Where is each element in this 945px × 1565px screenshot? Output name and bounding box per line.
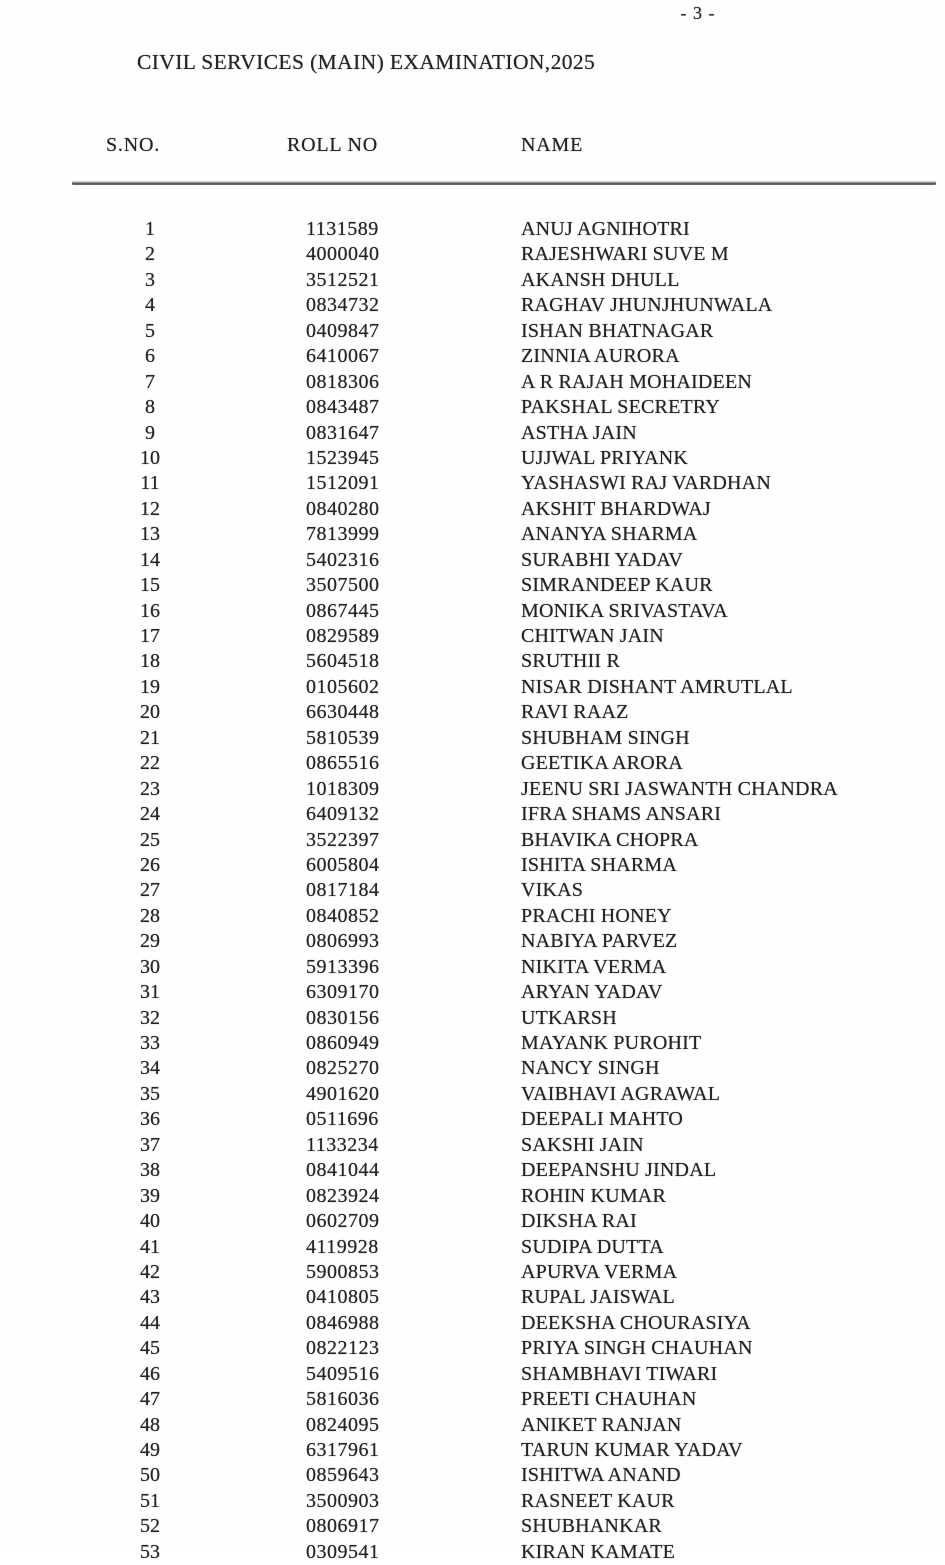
row-roll: 5816036: [306, 1388, 380, 1411]
row-roll: 4000040: [306, 243, 380, 266]
row-sno: 6: [145, 345, 155, 368]
table-row: [0, 242, 945, 267]
row-roll: 6630448: [306, 701, 380, 724]
row-name: SHAMBHAVI TIWARI: [521, 1362, 718, 1385]
row-name: NABIYA PARVEZ: [521, 930, 678, 953]
row-roll: 0409847: [306, 319, 380, 342]
row-sno: 44: [140, 1311, 160, 1334]
row-roll: 0865516: [306, 752, 380, 775]
row-sno: 8: [145, 396, 155, 419]
row-roll: 5402316: [306, 548, 380, 571]
row-roll: 6005804: [306, 853, 380, 876]
row-sno: 50: [140, 1464, 160, 1487]
table-row: [0, 955, 945, 980]
row-sno: 48: [140, 1413, 160, 1436]
row-roll: 1523945: [306, 446, 380, 469]
row-roll: 0410805: [306, 1286, 380, 1309]
row-name: SAKSHI JAIN: [521, 1133, 644, 1156]
row-sno: 28: [140, 904, 160, 927]
row-roll: 3500903: [306, 1489, 380, 1512]
row-sno: 31: [140, 981, 160, 1004]
table-row: [0, 522, 945, 547]
table-row: [0, 1031, 945, 1056]
table-row: [0, 1489, 945, 1514]
row-name: PRACHI HONEY: [521, 904, 672, 927]
row-sno: 38: [140, 1159, 160, 1182]
table-row: [0, 1184, 945, 1209]
table-row: [0, 599, 945, 624]
row-roll: 0823924: [306, 1184, 380, 1207]
row-sno: 46: [140, 1362, 160, 1385]
table-row: [0, 1413, 945, 1438]
row-sno: 3: [145, 268, 155, 291]
column-header-roll: ROLL NO: [287, 134, 378, 156]
table-row: [0, 1362, 945, 1387]
row-roll: 5604518: [306, 650, 380, 673]
table-row: [0, 319, 945, 344]
row-sno: 45: [140, 1337, 160, 1360]
row-roll: 0840280: [306, 497, 380, 520]
row-name: SIMRANDEEP KAUR: [521, 574, 713, 597]
row-name: A R RAJAH MOHAIDEEN: [521, 370, 753, 393]
row-sno: 22: [140, 752, 160, 775]
row-name: MONIKA SRIVASTAVA: [521, 599, 728, 622]
row-name: SRUTHII R: [521, 650, 621, 673]
row-name: UJJWAL PRIYANK: [521, 446, 689, 469]
table-row: [0, 1056, 945, 1081]
row-sno: 23: [140, 777, 160, 800]
row-sno: 16: [140, 599, 160, 622]
row-sno: 34: [140, 1057, 160, 1080]
document-title: CIVIL SERVICES (MAIN) EXAMINATION,2025: [137, 50, 596, 74]
row-sno: 17: [140, 625, 160, 647]
row-name: BHAVIKA CHOPRA: [521, 828, 699, 851]
row-name: RAGHAV JHUNJHUNWALA: [521, 294, 773, 317]
table-row: [0, 370, 945, 395]
row-name: ANIKET RANJAN: [521, 1413, 682, 1436]
row-sno: 26: [140, 853, 160, 876]
row-roll: 1018309: [306, 777, 380, 800]
column-header-name: NAME: [521, 134, 584, 156]
row-roll: 6309170: [306, 981, 380, 1004]
row-name: SURABHI YADAV: [521, 548, 684, 571]
row-roll: 0860949: [306, 1032, 380, 1054]
table-row: [0, 217, 945, 242]
row-name: JEENU SRI JASWANTH CHANDRA: [521, 777, 838, 800]
row-roll: 3507500: [306, 574, 380, 597]
row-roll: 0806917: [306, 1515, 380, 1538]
table-row: [0, 1311, 945, 1336]
row-name: DEEPANSHU JINDAL: [521, 1159, 717, 1182]
table-row: [0, 344, 945, 369]
table-row: [0, 777, 945, 802]
row-roll: 0834732: [306, 294, 380, 317]
row-roll: 0822123: [306, 1337, 380, 1360]
table-row: [0, 395, 945, 420]
row-sno: 49: [140, 1439, 160, 1461]
row-sno: 33: [140, 1032, 160, 1054]
table-row: [0, 1133, 945, 1158]
row-name: ARYAN YADAV: [521, 981, 663, 1004]
table-row: [0, 1463, 945, 1488]
row-sno: 14: [140, 548, 160, 571]
row-name: VAIBHAVI AGRAWAL: [521, 1082, 721, 1105]
row-name: DEEPALI MAHTO: [521, 1108, 684, 1131]
table-row: [0, 293, 945, 318]
table-row: [0, 700, 945, 725]
row-name: ROHIN KUMAR: [521, 1184, 666, 1207]
table-row: [0, 1082, 945, 1107]
row-name: VIKAS: [521, 879, 584, 902]
row-sno: 5: [145, 319, 155, 342]
row-sno: 19: [140, 675, 160, 698]
page-number: - 3 -: [680, 3, 716, 23]
row-name: PREETI CHAUHAN: [521, 1388, 697, 1411]
row-name: NISAR DISHANT AMRUTLAL: [521, 675, 793, 698]
row-roll: 0831647: [306, 421, 380, 444]
row-roll: 5900853: [306, 1260, 380, 1283]
table-row: [0, 548, 945, 573]
row-sno: 39: [140, 1184, 160, 1207]
table-row: [0, 573, 945, 598]
table-row: [0, 878, 945, 903]
row-name: ASTHA JAIN: [521, 421, 637, 444]
row-name: PRIYA SINGH CHAUHAN: [521, 1337, 753, 1360]
row-roll: 0840852: [306, 904, 380, 927]
row-roll: 1133234: [306, 1133, 379, 1156]
row-name: AKANSH DHULL: [521, 268, 680, 291]
row-sno: 27: [140, 879, 160, 902]
row-name: ANUJ AGNIHOTRI: [521, 218, 690, 240]
row-name: RAJESHWARI SUVE M: [521, 243, 729, 266]
row-name: TARUN KUMAR YADAV: [521, 1439, 743, 1461]
row-sno: 36: [140, 1108, 160, 1131]
row-name: DIKSHA RAI: [521, 1210, 637, 1233]
table-row: [0, 802, 945, 827]
row-roll: 0806993: [306, 930, 380, 953]
row-sno: 9: [145, 421, 155, 444]
row-roll: 3522397: [306, 828, 380, 851]
row-name: ANANYA SHARMA: [521, 523, 698, 546]
row-roll: 6409132: [306, 803, 380, 826]
header-divider: [72, 181, 936, 185]
row-name: RAVI RAAZ: [521, 701, 629, 724]
row-sno: 12: [140, 497, 160, 520]
row-name: ISHITWA ANAND: [521, 1464, 681, 1487]
row-sno: 13: [140, 523, 160, 546]
row-roll: 6317961: [306, 1439, 380, 1461]
row-name: GEETIKA ARORA: [521, 752, 684, 775]
row-roll: 1131589: [306, 218, 379, 240]
row-name: YASHASWI RAJ VARDHAN: [521, 472, 771, 495]
row-name: IFRA SHAMS ANSARI: [521, 803, 722, 826]
table-row: [0, 446, 945, 471]
row-sno: 24: [140, 803, 160, 826]
row-roll: 0817184: [306, 879, 380, 902]
row-sno: 35: [140, 1082, 160, 1105]
row-sno: 43: [140, 1286, 160, 1309]
row-name: PAKSHAL SECRETRY: [521, 396, 720, 419]
table-row: [0, 1514, 945, 1539]
row-sno: 53: [140, 1540, 160, 1563]
row-name: MAYANK PUROHIT: [521, 1032, 702, 1054]
row-sno: 47: [140, 1388, 160, 1411]
table-row: [0, 421, 945, 446]
row-roll: 0824095: [306, 1413, 380, 1436]
table-row: [0, 1158, 945, 1183]
row-roll: 1512091: [306, 472, 380, 495]
row-name: CHITWAN JAIN: [521, 625, 664, 647]
row-sno: 42: [140, 1260, 160, 1283]
row-sno: 11: [140, 472, 160, 495]
row-roll: 5913396: [306, 955, 380, 978]
row-sno: 18: [140, 650, 160, 673]
row-roll: 0309541: [306, 1540, 380, 1563]
row-roll: 3512521: [306, 268, 380, 291]
row-sno: 25: [140, 828, 160, 851]
table-row: [0, 649, 945, 674]
row-sno: 52: [140, 1515, 160, 1538]
row-name: RASNEET KAUR: [521, 1489, 675, 1512]
row-name: NIKITA VERMA: [521, 955, 667, 978]
table-row: [0, 828, 945, 853]
row-roll: 0511696: [306, 1108, 379, 1131]
row-sno: 37: [140, 1133, 160, 1156]
row-sno: 10: [140, 446, 160, 469]
row-name: SHUBHANKAR: [521, 1515, 662, 1538]
table-row: [0, 751, 945, 776]
table-row: [0, 929, 945, 954]
table-row: [0, 1260, 945, 1285]
column-header-sno: S.NO.: [106, 134, 161, 156]
table-row: [0, 726, 945, 751]
row-name: SHUBHAM SINGH: [521, 726, 690, 749]
row-roll: 5409516: [306, 1362, 380, 1385]
row-roll: 0818306: [306, 370, 380, 393]
table-row: [0, 1540, 945, 1565]
row-sno: 30: [140, 955, 160, 978]
table-row: [0, 268, 945, 293]
row-name: AKSHIT BHARDWAJ: [521, 497, 711, 520]
row-sno: 15: [140, 574, 160, 597]
row-sno: 7: [145, 370, 155, 393]
row-name: DEEKSHA CHOURASIYA: [521, 1311, 751, 1334]
table-row: [0, 1235, 945, 1260]
row-name: APURVA VERMA: [521, 1260, 678, 1283]
row-roll: 0841044: [306, 1159, 380, 1182]
table-row: [0, 904, 945, 929]
row-roll: 0843487: [306, 396, 380, 419]
row-roll: 0105602: [306, 675, 380, 698]
row-sno: 32: [140, 1006, 160, 1029]
row-sno: 4: [145, 294, 155, 317]
row-roll: 0602709: [306, 1210, 380, 1233]
table-row: [0, 675, 945, 700]
row-name: RUPAL JAISWAL: [521, 1286, 675, 1309]
table-row: [0, 1285, 945, 1310]
row-sno: 41: [140, 1235, 160, 1258]
row-name: SUDIPA DUTTA: [521, 1235, 664, 1258]
row-sno: 40: [140, 1210, 160, 1233]
table-row: [0, 624, 945, 649]
table-row: [0, 1006, 945, 1031]
row-sno: 51: [140, 1489, 160, 1512]
table-row: [0, 471, 945, 496]
row-sno: 1: [145, 218, 155, 240]
row-name: UTKARSH: [521, 1006, 617, 1029]
row-sno: 20: [140, 701, 160, 724]
table-row: [0, 1209, 945, 1234]
row-sno: 21: [140, 726, 160, 749]
table-row: [0, 980, 945, 1005]
row-roll: 0859643: [306, 1464, 380, 1487]
row-roll: 0846988: [306, 1311, 380, 1334]
row-name: ISHAN BHATNAGAR: [521, 319, 714, 342]
row-roll: 0829589: [306, 625, 380, 647]
row-roll: 5810539: [306, 726, 380, 749]
table-row: [0, 497, 945, 522]
results-table: [0, 217, 945, 1565]
row-roll: 7813999: [306, 523, 380, 546]
row-roll: 0825270: [306, 1057, 380, 1080]
row-name: ISHITA SHARMA: [521, 853, 678, 876]
table-row: [0, 1336, 945, 1361]
row-name: KIRAN KAMATE: [521, 1540, 676, 1563]
row-sno: 2: [145, 243, 155, 266]
row-roll: 4901620: [306, 1082, 380, 1105]
row-roll: 0830156: [306, 1006, 380, 1029]
table-row: [0, 853, 945, 878]
row-roll: 4119928: [306, 1235, 379, 1258]
table-row: [0, 1438, 945, 1463]
row-name: NANCY SINGH: [521, 1057, 660, 1080]
row-roll: 6410067: [306, 345, 380, 368]
row-roll: 0867445: [306, 599, 380, 622]
table-row: [0, 1107, 945, 1132]
row-name: ZINNIA AURORA: [521, 345, 680, 368]
row-sno: 29: [140, 930, 160, 953]
table-row: [0, 1387, 945, 1412]
